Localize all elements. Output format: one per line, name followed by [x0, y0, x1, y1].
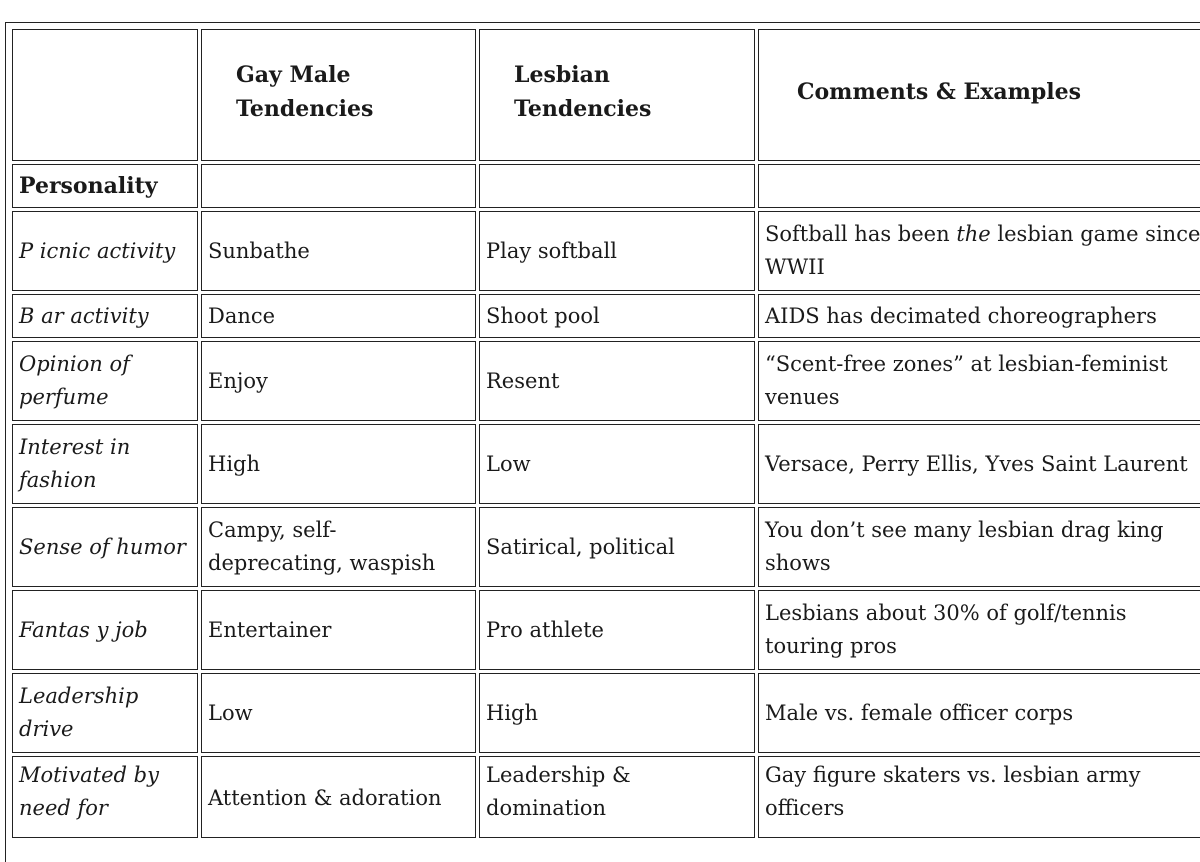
gay-cell: High — [201, 424, 476, 504]
header-lesbian: Lesbian Tendencies — [479, 29, 755, 161]
table-row — [12, 211, 1200, 291]
lesbian-cell: Pro athlete — [479, 590, 755, 670]
comment-cell: Gay figure skaters vs. lesbian army officers — [758, 756, 1200, 838]
row-label: Motivated by need for — [12, 756, 198, 838]
lesbian-cell: Leadership & domination — [479, 756, 755, 838]
table-row — [12, 424, 1200, 504]
table-row — [12, 507, 1200, 587]
header-blank-cell — [12, 29, 198, 161]
table-row — [12, 590, 1200, 670]
comment-emphasis: the — [956, 222, 991, 246]
gay-cell: Attention & adoration — [201, 756, 476, 838]
lesbian-cell: Shoot pool — [479, 294, 755, 338]
comment-text: lesbian game since WWII — [765, 222, 1200, 279]
gay-cell: Campy, self-deprecating, waspish — [201, 507, 476, 587]
comment-text: Softball has been — [765, 222, 957, 246]
table-row — [12, 341, 1200, 421]
lesbian-cell: Resent — [479, 341, 755, 421]
row-label: Leadership drive — [12, 673, 198, 753]
table-row — [12, 756, 1200, 838]
comment-cell: Male vs. female officer corps — [758, 673, 1200, 753]
comparison-table — [9, 26, 1200, 841]
comment-cell: You don’t see many lesbian drag king shows — [758, 507, 1200, 587]
lesbian-cell: Satirical, political — [479, 507, 755, 587]
row-label: Opinion of perfume — [12, 341, 198, 421]
comment-cell: AIDS has decimated choreographers — [758, 294, 1200, 338]
comment-cell — [758, 211, 1200, 291]
lesbian-cell: Play softball — [479, 211, 755, 291]
section-label: Personality — [12, 164, 198, 208]
comment-cell: Versace, Perry Ellis, Yves Saint Laurent — [758, 424, 1200, 504]
comment-cell: “Scent-free zones” at lesbian-feminist venues — [758, 341, 1200, 421]
row-label: P icnic activity — [12, 211, 198, 291]
gay-cell: Sunbathe — [201, 211, 476, 291]
lesbian-cell: Low — [479, 424, 755, 504]
header-comments: Comments & Examples — [758, 29, 1200, 161]
section-empty-cell — [758, 164, 1200, 208]
table-frame — [5, 22, 1200, 862]
row-label: Fantas y job — [12, 590, 198, 670]
row-label: Sense of humor — [12, 507, 198, 587]
comment-cell: Lesbians about 30% of golf/tennis touring pros — [758, 590, 1200, 670]
table-row — [12, 673, 1200, 753]
section-empty-cell — [201, 164, 476, 208]
row-label: B ar activity — [12, 294, 198, 338]
gay-cell: Low — [201, 673, 476, 753]
header-gay-male: Gay Male Tendencies — [201, 29, 476, 161]
table-row — [12, 294, 1200, 338]
gay-cell: Enjoy — [201, 341, 476, 421]
gay-cell: Entertainer — [201, 590, 476, 670]
lesbian-cell: High — [479, 673, 755, 753]
gay-cell: Dance — [201, 294, 476, 338]
row-label: Interest in fashion — [12, 424, 198, 504]
header-row — [12, 29, 1200, 161]
section-empty-cell — [479, 164, 755, 208]
section-row-personality — [12, 164, 1200, 208]
